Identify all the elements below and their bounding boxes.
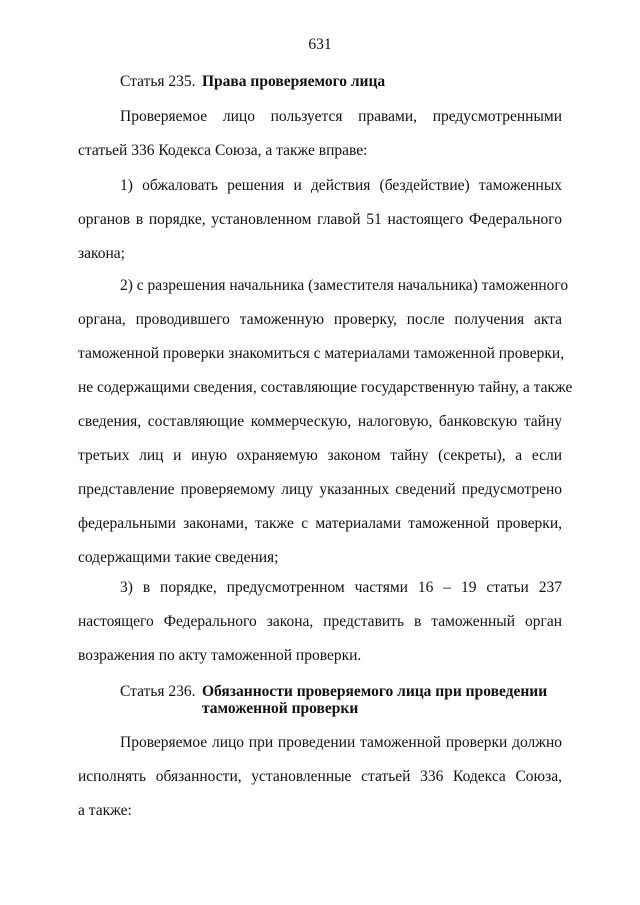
text-line: статьей 336 Кодекса Союза, а также вправе: (78, 142, 368, 159)
text-line: таможенной проверки знакомиться с материалами таможенной проверки, (78, 345, 565, 362)
text-line: а также: (78, 802, 132, 819)
article-235-paragraph-intro (78, 107, 562, 175)
article-number: Статья 236. (120, 683, 196, 700)
text-line: 3) в порядке, предусмотренном частями 16 – 19 статьи 237 (120, 579, 562, 596)
text-line: закона; (78, 245, 125, 262)
text-line: представление проверяемому лицу указанных сведений предусмотрено (78, 481, 562, 498)
article-title: Обязанности проверяемого лица при проведении таможенной проверки (202, 683, 548, 717)
article-235-item-2 (78, 276, 573, 582)
text-line: 1) обжаловать решения и действия (бездействие) таможенных (120, 177, 562, 194)
text-line: не содержащими сведения, составляющие государственную тайну, а также (78, 379, 573, 396)
text-line: 2) с разрешения начальника (заместителя начальника) таможенного (120, 277, 569, 294)
text-line: возражения по акту таможенной проверки. (78, 647, 362, 664)
article-235-item-1 (78, 176, 562, 278)
article-number: Статья 235. (120, 73, 196, 90)
text-line: сведения, составляющие коммерческую, налоговую, банковскую тайну (78, 413, 562, 430)
text-line: настоящего Федерального закона, представить в таможенный орган (78, 613, 562, 630)
article-236-paragraph-intro (78, 733, 562, 835)
text-line: органа, проводившего таможенную проверку, после получения акта (78, 311, 562, 328)
text-line: содержащими такие сведения; (78, 549, 279, 566)
article-235-item-3 (78, 578, 562, 680)
text-line: Проверяемое лицо пользуется правами, предусмотренными (120, 108, 562, 125)
article-title: Права проверяемого лица (202, 73, 386, 90)
article-235-heading (120, 73, 385, 90)
page-number: 631 (308, 36, 332, 53)
article-236-heading (120, 683, 552, 717)
text-line: Проверяемое лицо при проведении таможенной проверки должно (120, 734, 562, 751)
text-line: исполнять обязанности, установленные статьей 336 Кодекса Союза, (78, 768, 562, 785)
text-line: федеральными законами, также с материалами таможенной проверки, (78, 515, 562, 532)
text-line: органов в порядке, установленном главой 51 настоящего Федерального (78, 211, 562, 228)
text-line: третьих лиц и иную охраняемую законом тайну (секреты), а если (78, 447, 562, 464)
